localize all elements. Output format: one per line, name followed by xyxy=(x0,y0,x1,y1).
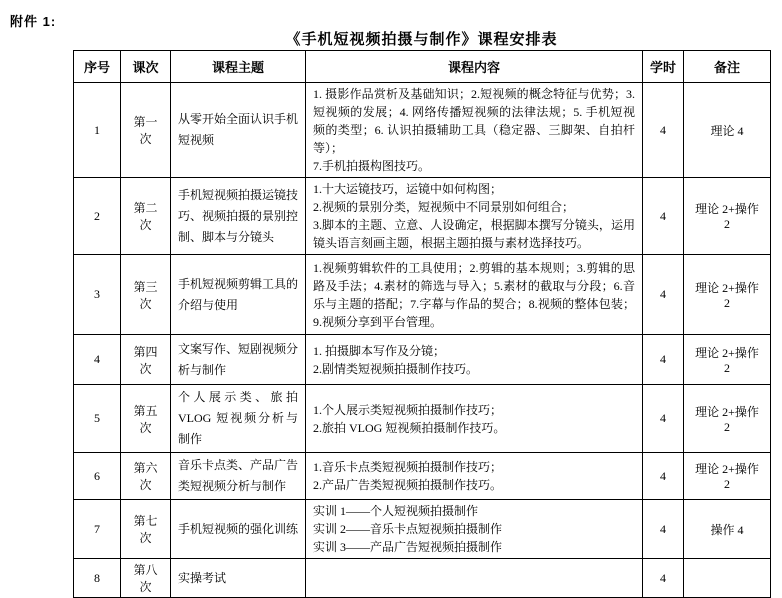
cell-content xyxy=(306,559,643,598)
cell-content xyxy=(306,385,643,453)
content-paragraph: 2.产品广告类短视频拍摄制作技巧。 xyxy=(313,478,503,492)
cell-hours: 4 xyxy=(643,83,684,178)
cell-note: 理论 2+操作 2 xyxy=(684,453,771,500)
cell-session: 第八次 xyxy=(121,559,171,598)
col-header-session: 课次 xyxy=(121,51,171,83)
content-paragraph: 1.音乐卡点类短视频拍摄制作技巧； xyxy=(313,460,503,474)
cell-num: 5 xyxy=(74,385,121,453)
cell-hours: 4 xyxy=(643,335,684,385)
table-row xyxy=(74,335,771,385)
content-paragraph: 1. 拍摄脚本写作及分镜； xyxy=(313,343,446,358)
cell-num: 1 xyxy=(74,83,121,178)
cell-content xyxy=(306,500,643,559)
cell-topic: 手机短视频的强化训练 xyxy=(171,500,306,559)
cell-session: 第三次 xyxy=(121,255,171,335)
content-paragraph: 实训 2——音乐卡点短视频拍摄制作 xyxy=(313,522,503,536)
cell-hours: 4 xyxy=(643,178,684,255)
cell-note: 理论 4 xyxy=(684,83,771,178)
cell-content xyxy=(306,335,643,385)
table-row xyxy=(74,255,771,335)
attachment-label: 附件 1: xyxy=(10,14,57,29)
cell-topic: 文案写作、短剧视频分析与制作 xyxy=(171,335,306,385)
cell-topic: 个人展示类、旅拍 VLOG 短视频分析与制作 xyxy=(171,385,306,453)
content-paragraph: 2.视频的景别分类，短视频中不同景别如何组合； xyxy=(313,200,575,214)
content-paragraph: 实训 3——产品广告短视频拍摄制作 xyxy=(313,540,503,554)
col-header-content: 课程内容 xyxy=(306,51,643,83)
table-row xyxy=(74,83,771,178)
cell-num: 8 xyxy=(74,559,121,598)
table-row xyxy=(74,453,771,500)
cell-num: 3 xyxy=(74,255,121,335)
table-row xyxy=(74,500,771,559)
cell-topic: 手机短视频剪辑工具的介绍与使用 xyxy=(171,255,306,335)
cell-hours: 4 xyxy=(643,559,684,598)
col-header-topic: 课程主题 xyxy=(171,51,306,83)
cell-num: 6 xyxy=(74,453,121,500)
content-paragraph: 实训 1——个人短视频拍摄制作 xyxy=(313,504,479,518)
cell-session: 第二次 xyxy=(121,178,171,255)
col-header-hours: 学时 xyxy=(643,51,684,83)
cell-session: 第七次 xyxy=(121,500,171,559)
cell-topic: 音乐卡点类、产品广告类短视频分析与制作 xyxy=(171,453,306,500)
cell-content xyxy=(306,453,643,500)
content-paragraph: 7.手机拍摄构图技巧。 xyxy=(313,159,431,173)
cell-content xyxy=(306,178,643,255)
content-paragraph: 1.十大运镜技巧，运镜中如何构图； xyxy=(313,182,503,196)
cell-session: 第四次 xyxy=(121,335,171,385)
cell-num: 7 xyxy=(74,500,121,559)
cell-hours: 4 xyxy=(643,500,684,559)
content-paragraph: 1.视频剪辑软件的工具使用；2.剪辑的基本规则；3.剪辑的思路及手法；4.素材的筛选与导入；5.素材的截取与分段；6.音乐与主题的搭配；7.字幕与作品的契合；8.视频的整体包装；9.视频分享到平台管理。 xyxy=(313,260,635,329)
cell-topic: 实操考试 xyxy=(171,559,306,598)
cell-num: 4 xyxy=(74,335,121,385)
cell-hours: 4 xyxy=(643,255,684,335)
table-row xyxy=(74,178,771,255)
page-title: 《手机短视频拍摄与制作》课程安排表 xyxy=(285,31,558,48)
table-row xyxy=(74,385,771,453)
cell-note xyxy=(684,559,771,598)
cell-note: 理论 2+操作 2 xyxy=(684,255,771,335)
cell-note: 理论 2+操作 2 xyxy=(684,178,771,255)
cell-num: 2 xyxy=(74,178,121,255)
cell-topic: 手机短视频拍摄运镜技巧、视频拍摄的景别控制、脚本与分镜头 xyxy=(171,178,306,255)
cell-session: 第五次 xyxy=(121,385,171,453)
cell-hours: 4 xyxy=(643,453,684,500)
col-header-note: 备注 xyxy=(684,51,771,83)
cell-content xyxy=(306,255,643,335)
cell-session: 第六次 xyxy=(121,453,171,500)
cell-topic: 从零开始全面认识手机短视频 xyxy=(171,83,306,178)
cell-note: 操作 4 xyxy=(684,500,771,559)
cell-hours: 4 xyxy=(643,385,684,453)
cell-session: 第一次 xyxy=(121,83,171,178)
cell-note: 理论 2+操作 2 xyxy=(684,385,771,453)
col-header-num: 序号 xyxy=(74,51,121,83)
course-schedule-table xyxy=(73,50,771,598)
content-paragraph: 3.脚本的主题、立意、人设确定，根据脚本撰写分镜头，运用镜头语言刻画主题，根据主题拍摄与素材选择技巧。 xyxy=(313,218,635,250)
cell-note: 理论 2+操作 2 xyxy=(684,335,771,385)
content-paragraph: 1. 摄影作品赏析及基础知识；2.短视频的概念特征与优势；3.短视频的发展；4. 网络传播短视频的法律法规；5. 手机短视频的类型；6. 认识拍摄辅助工具（稳定器、三脚架、自拍杆等）； xyxy=(313,87,635,155)
content-paragraph: 1.个人展示类短视频拍摄制作技巧； xyxy=(313,402,503,417)
content-paragraph: 2.剧情类短视频拍摄制作技巧。 xyxy=(313,361,479,376)
table-header-row xyxy=(74,51,771,83)
table-row xyxy=(74,559,771,598)
content-paragraph: 2.旅拍 VLOG 短视频拍摄制作技巧。 xyxy=(313,420,506,435)
cell-content xyxy=(306,83,643,178)
